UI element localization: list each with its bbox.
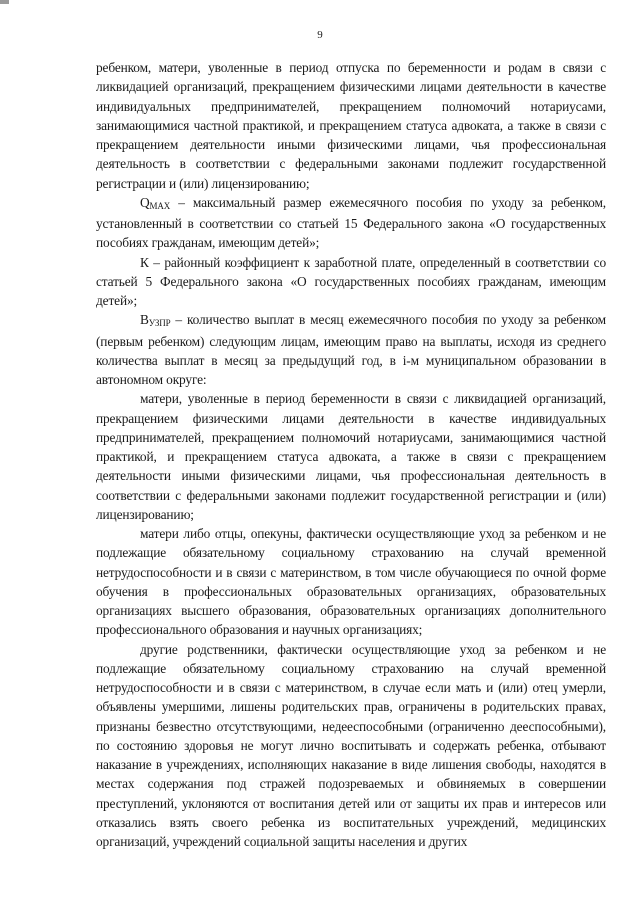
- paragraph-vuzpr-definition: [96, 310, 606, 389]
- paragraph-text: – количество выплат в месяц ежемесячного пособия по уходу за ребенком (первым ребенком) следующим лицам, имеющим право на выплаты, исходя из среднего количества выплат в месяц за предыдущий год, в i-м муниципальном образовании в автономном округе:: [96, 312, 606, 387]
- formula-symbol-v: В: [140, 312, 149, 328]
- paragraph-text: ребенком, матери, уволенные в период отпуска по беременности и родам в связи с ликвидацией организаций, прекращением физическими лицами деятельности в качестве индивидуальных предпринимателей, прекращением полномочий нотариусами, занимающимися частной практикой, и прекращением статуса адвоката, а также в связи с прекращением деятельности иными физическими лицами, чья профессиональная деятельность в соответствии с федеральными законами подлежит государственной регистрации и (или) лицензированию;: [96, 60, 606, 191]
- paragraph-qmax-definition: [96, 193, 606, 253]
- document-body: [96, 58, 606, 851]
- formula-subscript-max: MAX: [149, 200, 171, 211]
- scan-corner-mark: [0, 0, 9, 4]
- paragraph-list-item-parents: [96, 524, 606, 640]
- paragraph-continuation: [96, 58, 606, 193]
- paragraph-list-item-relatives: [96, 640, 606, 852]
- paragraph-text: матери либо отцы, опекуны, фактически осуществляющие уход за ребенком и не подлежащие обязательному социальному страхованию на случай временной нетрудоспособности и в связи с материнством, в том числе обучающиеся по очной форме обучения в профессиональных образовательных организациях, образовательных организациях высшего образования, образовательных организациях дополнительного профессионального образования и научных организациях;: [96, 526, 606, 638]
- formula-subscript-uzpr: УЗПР: [148, 318, 171, 329]
- page-number: 9: [317, 29, 323, 41]
- paragraph-text: другие родственники, фактически осуществляющие уход за ребенком и не подлежащие обязательному социальному страхованию на случай временной нетрудоспособности и в связи с материнством, в случае если мать и (или) отец умерли, объявлены умершими, лишены родительских прав, ограничены в родительских правах, признаны безвестно отсутствующими, недееспособными (ограниченно дееспособными), по состоянию здоровья не могут лично воспитывать и содержать ребенка, отбывают наказание в учреждениях, исполняющих наказание в виде лишения свободы, находятся в местах содержания под стражей подозреваемых и обвиняемых в совершении преступлений, уклоняются от воспитания детей или от защиты их прав и интересов или отказались взять своего ребенка из воспитательных учреждений, медицинских организаций, учреждений социальной защиты населения и других: [96, 641, 606, 849]
- formula-symbol-q: Q: [140, 194, 150, 210]
- paragraph-text: – максимальный размер ежемесячного пособия по уходу за ребенком, установленный в соответствии со статьей 15 Федерального закона «О государственных пособиях гражданам, имеющим детей»;: [96, 194, 606, 251]
- paragraph-text: К – районный коэффициент к заработной плате, определенный в соответствии со статьей 5 Федерального закона «О государственных пособиях гражданам, имеющим детей»;: [96, 254, 606, 308]
- paragraph-list-item-mothers: [96, 389, 606, 524]
- paragraph-k-definition: [96, 253, 606, 311]
- paragraph-text: матери, уволенные в период беременности в связи с ликвидацией организаций, прекращением физическими лицами деятельности в качестве индивидуальных предпринимателей, прекращением полномочий нотариусами, занимающимися частной практикой, и прекращением статуса адвоката, а также в связи с прекращением деятельности иными физическими лицами, чья профессиональная деятельность в соответствии с федеральными законами подлежит государственной регистрации и (или) лицензированию;: [96, 391, 606, 522]
